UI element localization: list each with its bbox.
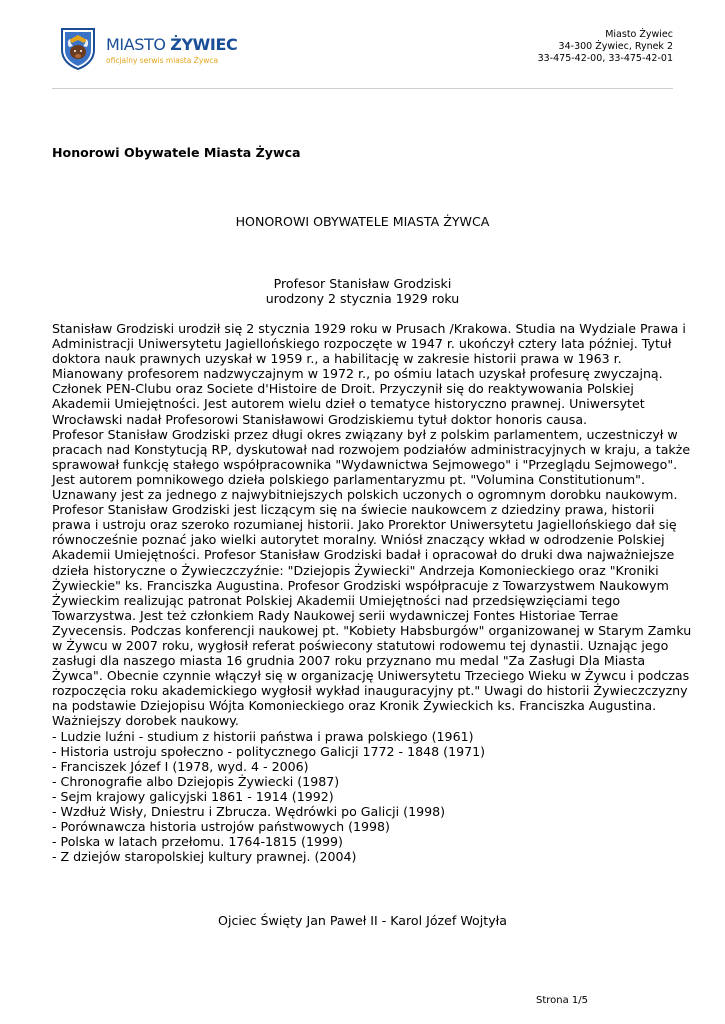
text-line: Żywieckim realizując patronat Polskiej Akademii Umiejętności nad przedsięwzięciami tego	[52, 592, 621, 608]
text-line: Profesor Stanisław Grodziski przez długi okres związany był z polskim parlamentem, uczestniczył w	[52, 426, 678, 442]
logo-title-prefix: MIASTO	[106, 35, 171, 54]
text-line: dzieła historyczne o Żywieczczyźnie: "Dziejopis Żywiecki" Andrzeja Komonieckiego oraz "Kroniki	[52, 562, 659, 578]
contact-phones: 33-475-42-00, 33-475-42-01	[537, 53, 673, 64]
publication-item: - Polska w latach przełomu. 1764-1815 (1999)	[52, 834, 343, 850]
contact-info	[538, 29, 673, 65]
publication-item: - Porównawcza historia ustrojów państwowych (1998)	[52, 819, 390, 835]
text-line: Mianowany profesorem nadzwyczajnym w 1972 r., po ośmiu latach uzyskał profesurę zwyczajną.	[52, 366, 663, 382]
logo-title-bold: ŻYWIEC	[170, 35, 238, 54]
biography-text	[52, 321, 692, 865]
text-line: w Żywcu w 2007 roku, wygłosił referat poświecony statutowi rodowemu tej dynastii. Uznając jego	[52, 637, 669, 653]
text-line: rozpoczęcia roku akademickiego wygłosił wykład inauguracyjny pt." Uwagi do historii Żywieczczyzny	[52, 683, 688, 699]
text-line: Uznawany jest za jednego z najwybitniejszych polskich uczonych o ogromnym dorobku naukowym.	[52, 487, 678, 503]
page-header	[0, 0, 725, 90]
text-line: równocześnie poznać jako wielki autorytet moralny. Wniósł znaczący wkład w odrodzenie Polskiej	[52, 532, 665, 548]
section-title: HONOROWI OBYWATELE MIASTA ŻYWCA	[235, 214, 490, 229]
text-line: Profesor Stanisław Grodziski jest liczącym się na świecie naukowcem z dziedziny prawa, historii	[52, 502, 655, 518]
text-line: Żywca". Obecnie czynnie włączył się w organizację Uniwersytetu Trzeciego Wieku w Żywcu i podczas	[52, 668, 690, 684]
text-line: Wrocławski nadał Profesorowi Stanisławowi Grodziskiemu tytuł doktor honoris causa.	[52, 411, 588, 427]
page-title: Honorowi Obywatele Miasta Żywca	[52, 145, 301, 160]
text-line: Zyvecensis. Podczas konferencji naukowej pt. "Kobiety Habsburgów" organizowanej w Starym Zamku	[52, 622, 692, 638]
text-line: Stanisław Grodziski urodził się 2 stycznia 1929 roku w Prusach /Krakowa. Studia na Wydziale Prawa i	[52, 321, 686, 336]
text-line: Akademii Umiejętności. Jest autorem wielu dzieł o tematyce historyczno prawnej. Uniwersytet	[52, 396, 645, 412]
text-line: Ważniejszy dorobek naukowy.	[52, 713, 239, 729]
site-logo-tagline: oficjalny serwis miasta Żywca	[106, 56, 219, 65]
text-line: pracach nad Konstytucją RP, dyskutował nad rozwojem podziałów administracyjnych w kraju, a także	[52, 441, 691, 457]
profile-heading	[0, 276, 725, 306]
publication-item: - Wzdłuż Wisły, Dniestru i Zbrucza. Wędrówki po Galicji (1998)	[52, 804, 446, 819]
publication-item: - Historia ustroju społeczno - politycznego Galicji 1772 - 1848 (1971)	[52, 743, 486, 759]
profile-birth: urodzony 2 stycznia 1929 roku	[265, 291, 460, 306]
text-line: Akademii Umiejętności. Profesor Stanisław Grodziski badał i opracował do druki dwa najważniejsze	[52, 547, 675, 563]
text-line: zasługi dla naszego miasta 16 grudnia 2007 roku przyznano mu medal "Za Zasługi Dla Miasta	[52, 653, 646, 669]
site-logo[interactable]	[58, 26, 238, 70]
publications-list	[52, 729, 682, 865]
text-line: Jest autorem pomnikowego dzieła polskiego parlamentaryzmu pt. "Volumina Constitutionum".	[52, 471, 645, 487]
header-divider	[52, 88, 673, 89]
text-line: prawa i ustroju oraz szeroko rozumianej historii. Jako Prorektor Uniwersytetu Jagiellońskiego dał się	[52, 517, 677, 533]
page-number: Strona 1/5	[535, 995, 588, 1006]
publication-item: - Franciszek Józef I (1978, wyd. 4 - 2006)	[52, 758, 309, 774]
next-section-title: Ojciec Święty Jan Paweł II - Karol Józef Wojtyła	[218, 913, 507, 928]
text-line: sprawował funkcję stałego współpracownika "Wydawnictwa Sejmowego" i "Przeglądu Sejmowego".	[52, 456, 678, 472]
text-line: Towarzystwa. Jest też członkiem Rady Naukowej serii wydawniczej Fontes Historiae Terrae	[52, 607, 619, 623]
publication-item: - Sejm krajowy galicyjski 1861 - 1914 (1992)	[52, 788, 334, 804]
contact-address: 34-300 Żywiec, Rynek 2	[558, 41, 673, 52]
text-line: doktora nauk prawnych uzyskał w 1959 r., a habilitację w zakresie historii prawa w 1963 r.	[52, 351, 622, 367]
city-crest-icon	[58, 26, 98, 70]
publication-item: - Z dziejów staropolskiej kultury prawnej. (2004)	[52, 849, 357, 865]
publication-item: - Chronografie albo Dziejopis Żywiecki (1987)	[52, 773, 340, 789]
text-line: Żywieckie" ks. Franciszka Augustina. Profesor Grodziski współpracuje z Towarzystwem Naukowym	[52, 577, 669, 593]
publication-item: - Ludzie luźni - studium z historii państwa i prawa polskiego (1961)	[52, 728, 474, 744]
text-line: Administracji Uniwersytetu Jagiellońskiego rozpoczęte w 1947 r. ukończył cztery lata później. Tytuł	[52, 336, 672, 352]
biography-paragraph	[52, 321, 692, 729]
profile-name: Profesor Stanisław Grodziski	[273, 276, 452, 291]
site-logo-title	[106, 35, 237, 54]
text-line: na podstawie Dziejopisu Wójta Komonieckiego oraz Kronik Żywieckich ks. Franciszka Augustina.	[52, 698, 657, 714]
text-line: Członek PEN-Clubu oraz Societe d'Histoire de Droit. Przyczynił się do reaktywowania Polskiej	[52, 381, 634, 397]
contact-city: Miasto Żywiec	[605, 29, 673, 40]
